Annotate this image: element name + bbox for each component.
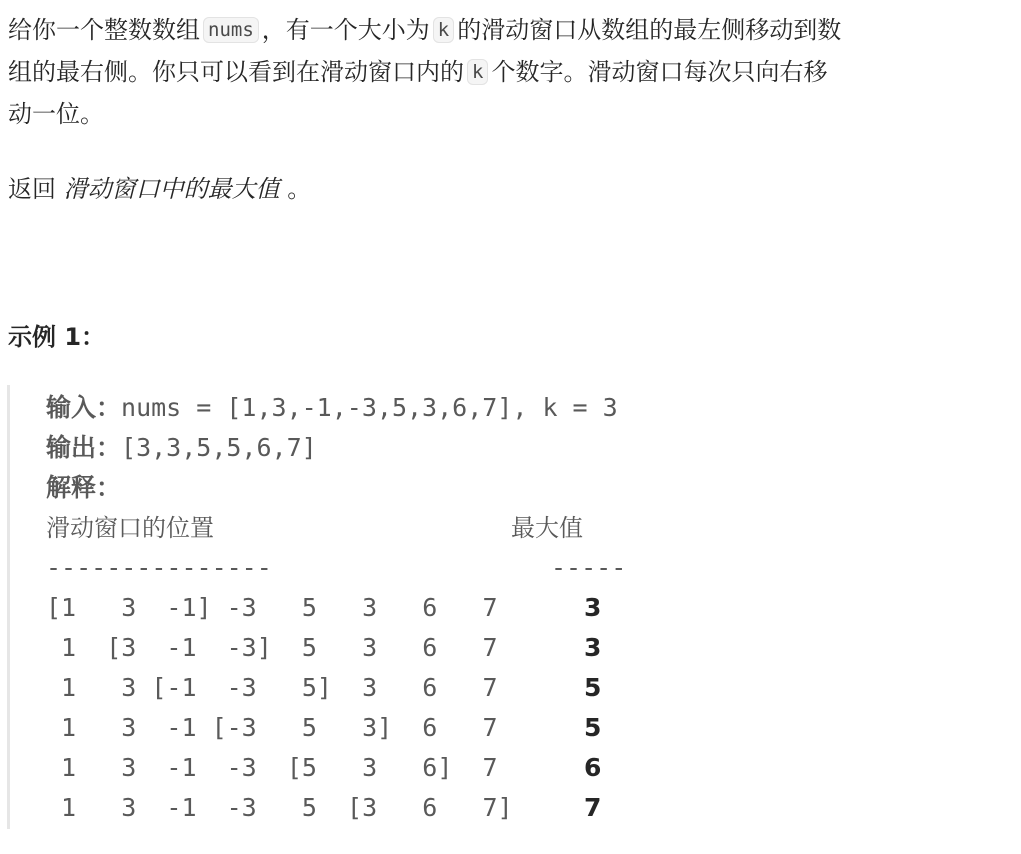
problem-description [8,10,1008,134]
window-row: 1 3 -1 [-3 5 3] 6 7 [46,713,498,742]
example-block [7,385,810,829]
divider-window: --------------- [46,553,272,582]
inline-code-k: k [467,59,488,85]
description-line-3: 动一位。 [8,100,104,128]
desc-text: 给你一个整数数组 [8,16,200,44]
max-value: 3 [584,593,602,622]
return-emphasis: 滑动窗口中的最大值 [63,175,280,203]
desc-text: ，有一个大小为 [261,16,430,44]
input-label: 输入： [46,393,122,422]
desc-text: 的滑动窗口从数组的最左侧移动到数 [457,16,842,44]
inline-code-k: k [433,17,454,43]
window-row: 1 3 -1 -3 [5 3 6] 7 [46,753,498,782]
inline-code-nums: nums [203,17,259,43]
window-row: 1 3 [-1 -3 5] 3 6 7 [46,673,498,702]
input-line [46,388,618,428]
max-value: 5 [584,673,602,702]
window-row: [1 3 -1] -3 5 3 6 7 [46,593,498,622]
explain-line [46,468,121,508]
explain-label: 解释： [46,473,122,502]
example-title: 示例 1： [8,323,106,351]
return-statement [8,169,311,209]
return-suffix: 。 [287,175,312,203]
description-line-2 [8,52,1008,94]
description-line-1 [8,10,1008,52]
max-value: 7 [584,793,602,822]
window-row: 1 3 -1 -3 5 [3 6 7] [46,793,513,822]
max-value: 3 [584,633,602,662]
max-value: 5 [584,713,602,742]
max-value: 6 [584,753,602,782]
desc-text: 个数字。滑动窗口每次只向右移 [491,58,828,86]
input-value: nums = [1,3,-1,-3,5,3,6,7], k = 3 [121,393,618,422]
output-line [46,428,317,468]
output-value: [3,3,5,5,6,7] [121,433,317,462]
column-header-max: 最大值 [511,514,583,542]
column-header-window: 滑动窗口的位置 [46,514,214,542]
desc-text: 组的最右侧。你只可以看到在滑动窗口内的 [8,58,464,86]
output-label: 输出： [46,433,122,462]
window-row: 1 [3 -1 -3] 5 3 6 7 [46,633,498,662]
divider-max: ----- [551,553,627,582]
return-prefix: 返回 [8,175,56,203]
